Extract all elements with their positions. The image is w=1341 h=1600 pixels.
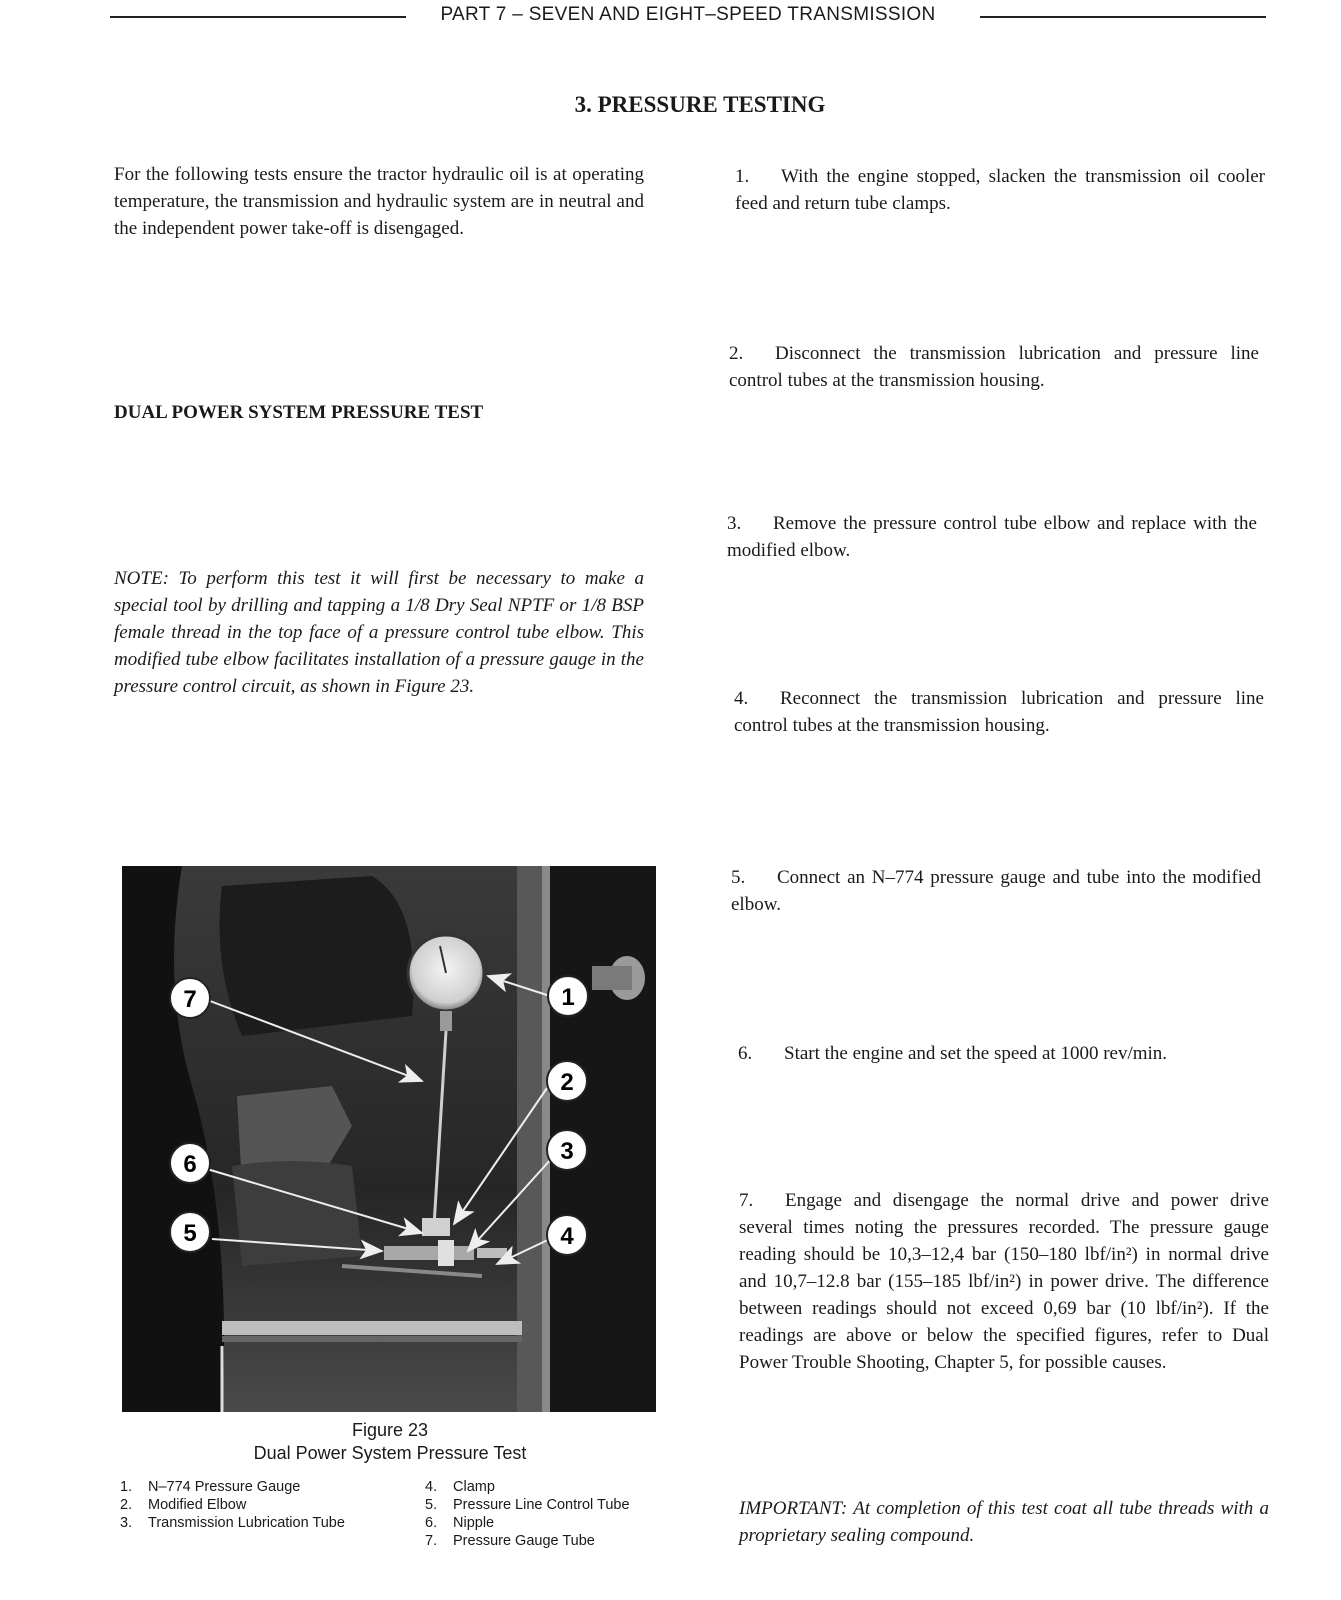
callout-3-label: 3 xyxy=(560,1138,574,1165)
legend-label: Pressure Gauge Tube xyxy=(453,1533,595,1549)
legend-num: 2. xyxy=(120,1497,133,1513)
legend-left xyxy=(120,1478,360,1532)
step-number: 6. xyxy=(738,1043,753,1064)
callout-7-label: 7 xyxy=(183,986,197,1013)
legend-label: Nipple xyxy=(453,1515,495,1531)
subheading: DUAL POWER SYSTEM PRESSURE TEST xyxy=(114,402,484,423)
legend-item-7 xyxy=(425,1532,675,1550)
callout-1-label: 1 xyxy=(561,984,575,1011)
legend-num: 4. xyxy=(425,1479,438,1495)
note-paragraph: NOTE: To perform this test it will first be necessary to make a special tool by drilling and tapping a 1/8 Dry Seal NPTF or 1/8 BSP female thread in the top face of a pressure control tube elbow. This modified tube elbow facilitates installation of a pressure gauge in the pressure control circuit, as shown in Figure 23. xyxy=(114,568,644,697)
step-3 xyxy=(727,510,1257,564)
figure-caption-title: Dual Power System Pressure Test xyxy=(253,1443,527,1463)
step-4 xyxy=(734,685,1264,739)
legend-num: 1. xyxy=(120,1479,133,1495)
legend-label: Modified Elbow xyxy=(148,1497,247,1513)
figure-illustration xyxy=(122,866,656,1412)
header-rule-right xyxy=(980,16,1266,18)
legend-label: Pressure Line Control Tube xyxy=(453,1497,630,1513)
step-number: 7. xyxy=(739,1190,754,1211)
callout-6 xyxy=(170,1143,210,1183)
legend-item-5 xyxy=(425,1496,675,1514)
step-text: Disconnect the transmission lubrication and pressure line control tubes at the transmission housing. xyxy=(729,343,1259,391)
important-note: IMPORTANT: At completion of this test coat all tube threads with a proprietary sealing compound. xyxy=(739,1498,1269,1546)
header-rule-left xyxy=(110,16,406,18)
step-number: 3. xyxy=(727,513,742,534)
legend-item-2 xyxy=(120,1496,360,1514)
section-title: 3. PRESSURE TESTING xyxy=(574,92,826,117)
page-header: PART 7 – SEVEN AND EIGHT–SPEED TRANSMISSION xyxy=(440,4,936,25)
step-text: Connect an N–774 pressure gauge and tube into the modified elbow. xyxy=(731,867,1261,915)
intro-paragraph: For the following tests ensure the tractor hydraulic oil is at operating temperature, the transmission and hydraulic system are in neutral and the independent power take-off is disengaged. xyxy=(114,164,644,239)
callout-4-label: 4 xyxy=(560,1223,574,1250)
step-5 xyxy=(731,864,1261,918)
legend-label: Transmission Lubrication Tube xyxy=(148,1515,345,1531)
callout-1 xyxy=(548,976,588,1016)
figure-photo xyxy=(122,866,656,1412)
step-number: 1. xyxy=(735,166,750,187)
step-2 xyxy=(729,340,1259,394)
legend-num: 7. xyxy=(425,1533,438,1549)
legend-item-4 xyxy=(425,1478,675,1496)
callout-4 xyxy=(547,1215,587,1255)
callout-6-label: 6 xyxy=(183,1151,197,1178)
legend-item-1 xyxy=(120,1478,360,1496)
legend-num: 3. xyxy=(120,1515,133,1531)
legend-item-3 xyxy=(120,1514,360,1532)
step-1 xyxy=(735,163,1265,217)
legend-right xyxy=(425,1478,675,1550)
callout-2 xyxy=(547,1061,587,1101)
step-text: Reconnect the transmission lubrication and pressure line control tubes at the transmission housing. xyxy=(734,688,1264,736)
step-text: Remove the pressure control tube elbow and replace with the modified elbow. xyxy=(727,513,1257,561)
step-number: 5. xyxy=(731,867,746,888)
step-text: Start the engine and set the speed at 1000 rev/min. xyxy=(784,1043,1168,1064)
step-text: With the engine stopped, slacken the transmission oil cooler feed and return tube clamps. xyxy=(735,166,1265,214)
legend-num: 5. xyxy=(425,1497,438,1513)
legend-item-6 xyxy=(425,1514,675,1532)
step-6 xyxy=(738,1040,1268,1067)
callout-5-label: 5 xyxy=(183,1220,197,1247)
figure-caption-number: Figure 23 xyxy=(351,1420,429,1440)
callout-5 xyxy=(170,1212,210,1252)
callout-7 xyxy=(170,978,210,1018)
step-text: Engage and disengage the normal drive and power drive several times noting the pressures recorded. The pressure gauge reading should be 10,3–12,4 bar (150–180 lbf/in²) in normal drive and 10,7–12.8 bar (155–185 lbf/in²) in power drive. The difference between readings should not exceed 0,69 bar (10 lbf/in²). If the readings are above or below the specified figures, refer to Dual Power Trouble Shooting, Chapter 5, for possible causes. xyxy=(739,1190,1269,1373)
legend-label: Clamp xyxy=(453,1479,495,1495)
callout-2-label: 2 xyxy=(560,1069,574,1096)
legend-label: N–774 Pressure Gauge xyxy=(148,1479,301,1495)
step-number: 4. xyxy=(734,688,749,709)
step-7 xyxy=(739,1187,1269,1376)
step-number: 2. xyxy=(729,343,744,364)
legend-num: 6. xyxy=(425,1515,438,1531)
callout-3 xyxy=(547,1130,587,1170)
